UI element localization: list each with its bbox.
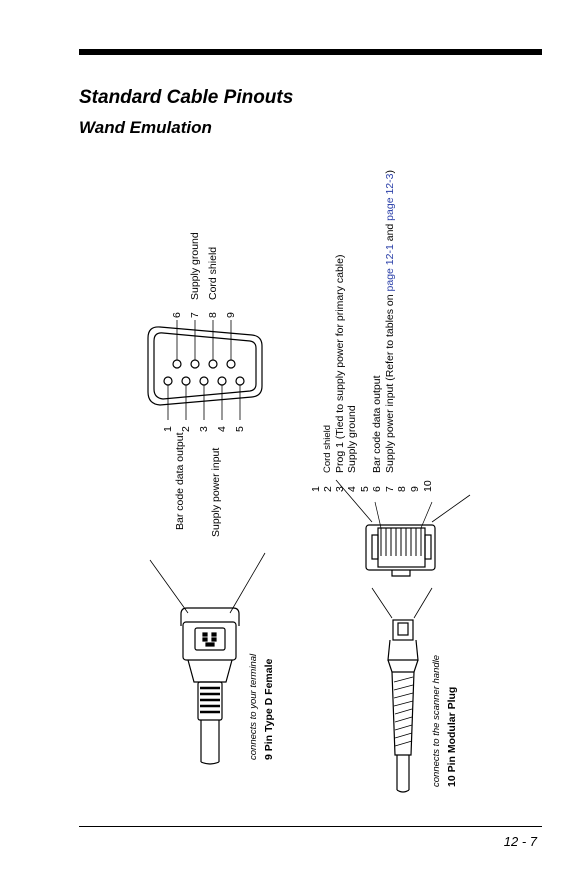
db9-pin-7: 7 <box>189 312 201 318</box>
mod-pin-10: 10 <box>422 480 434 492</box>
bottom-rule <box>79 826 542 827</box>
section-title: Wand Emulation <box>79 118 212 137</box>
db9-connector-face <box>148 327 262 405</box>
db9-pin-1: 1 <box>162 426 174 432</box>
mod-caption-connects: connects to the scanner handle <box>431 654 442 787</box>
mod-caption-type: 10 Pin Modular Plug <box>446 686 458 787</box>
db9-pin-2: 2 <box>180 426 192 432</box>
db9-label-cord-shield: Cord shield <box>207 246 219 300</box>
db9-caption-connects: connects to your terminal <box>248 653 259 760</box>
mod-pin-5: 5 <box>359 486 371 492</box>
db9-pin-3: 3 <box>198 426 210 432</box>
db9-label-supply-ground: Supply ground <box>189 232 201 300</box>
db9-pin-9: 9 <box>225 312 237 318</box>
mod-pin-7: 7 <box>384 486 396 492</box>
page-number: 12 - 7 <box>503 834 537 849</box>
mod-label-cord-shield: Cord shield <box>322 424 333 473</box>
db9-pin-5: 5 <box>234 426 246 432</box>
mod-pin-2: 2 <box>322 486 334 492</box>
db9-pin-4: 4 <box>216 426 228 432</box>
db9-pin-6: 6 <box>171 312 183 318</box>
mod-label-bar-code-output: Bar code data output <box>371 375 383 473</box>
link-page-12-3[interactable]: page 12-3 <box>384 173 396 221</box>
mod-label-prog1: Prog 1 (Tied to supply power for primary cable) <box>334 254 346 473</box>
db9-caption-type: 9 Pin Type D Female <box>263 658 275 760</box>
db9-pin-8: 8 <box>207 312 219 318</box>
mod-label-supply-power-input: Supply power input (Refer to tables on page 12-1 and page 12-3) <box>384 170 396 473</box>
db9-label-bar-code-output: Bar code data output <box>174 432 186 530</box>
db9-connector-body <box>181 608 239 764</box>
mod-pin-8: 8 <box>396 486 408 492</box>
mod-pin-4: 4 <box>346 486 358 492</box>
mod-pin-6: 6 <box>371 486 383 492</box>
modular-plug-body <box>388 620 418 792</box>
mod-pin-1: 1 <box>310 486 322 492</box>
page-title: Standard Cable Pinouts <box>79 87 294 108</box>
mod-pin-3: 3 <box>334 486 346 492</box>
db9-label-supply-power-input: Supply power input <box>210 447 222 537</box>
mod-label-supply-ground: Supply ground <box>346 405 358 473</box>
link-page-12-1[interactable]: page 12-1 <box>384 244 396 292</box>
mod-pin-9: 9 <box>409 486 421 492</box>
modular-jack-face <box>366 525 435 576</box>
